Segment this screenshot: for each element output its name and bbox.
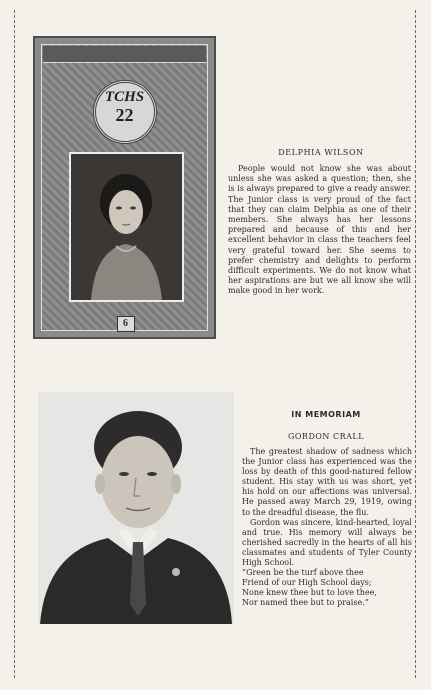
school-badge (93, 80, 157, 144)
portrait-delphia (69, 152, 184, 302)
verse-line: Friend of our High School days; (242, 578, 372, 588)
frame-ornament (43, 46, 206, 63)
memoriam-name: GORDON CRALL (287, 432, 365, 441)
portrait-gordon (38, 392, 234, 624)
memoriam-paragraph-2: Gordon was sincere, kind-hearted, loyal and true. His memory will always be cherished sacredly in the hearts of all his classmates and students of Tyler County High School. (242, 517, 412, 568)
verse-line: “Green be the turf above thee (242, 568, 364, 578)
verse-line: None knew thee but to love thee, (242, 588, 377, 598)
page-number: 6 (117, 316, 135, 332)
memoriam-heading: IN MEMORIAM (291, 410, 361, 419)
memoriam-paragraph-1: The greatest shadow of sadness which the Junior class has experienced was the loss by death of this good-natured fellow student. His stay with us was short, yet his hold on our affections was universal. He passed away March 29, 1919, owing to the dreadful disease, the flu. (242, 447, 412, 517)
memoriam-text (242, 447, 412, 609)
badge-initials: TCHS (104, 89, 145, 105)
ornate-photo-frame (33, 36, 216, 339)
profile-text: People would not know she was about unless she was asked a question; then, she is is always prepared to give a ready answer. The Junior class is very proud of the fact that they can claim Delphia as one of their members. She always has her lessons prepared and because of this and her excellent behavior in class the teachers feel very grateful toward her. She seems to prefer chemistry and delights to perform difficult experiments. We do not know what her aspirations are but we all know she will make good in her work. (228, 164, 411, 296)
profile-name: DELPHIA WILSON (278, 148, 364, 157)
badge-year: 22 (115, 105, 134, 125)
verse-line: Nor named thee but to praise.” (242, 598, 369, 608)
